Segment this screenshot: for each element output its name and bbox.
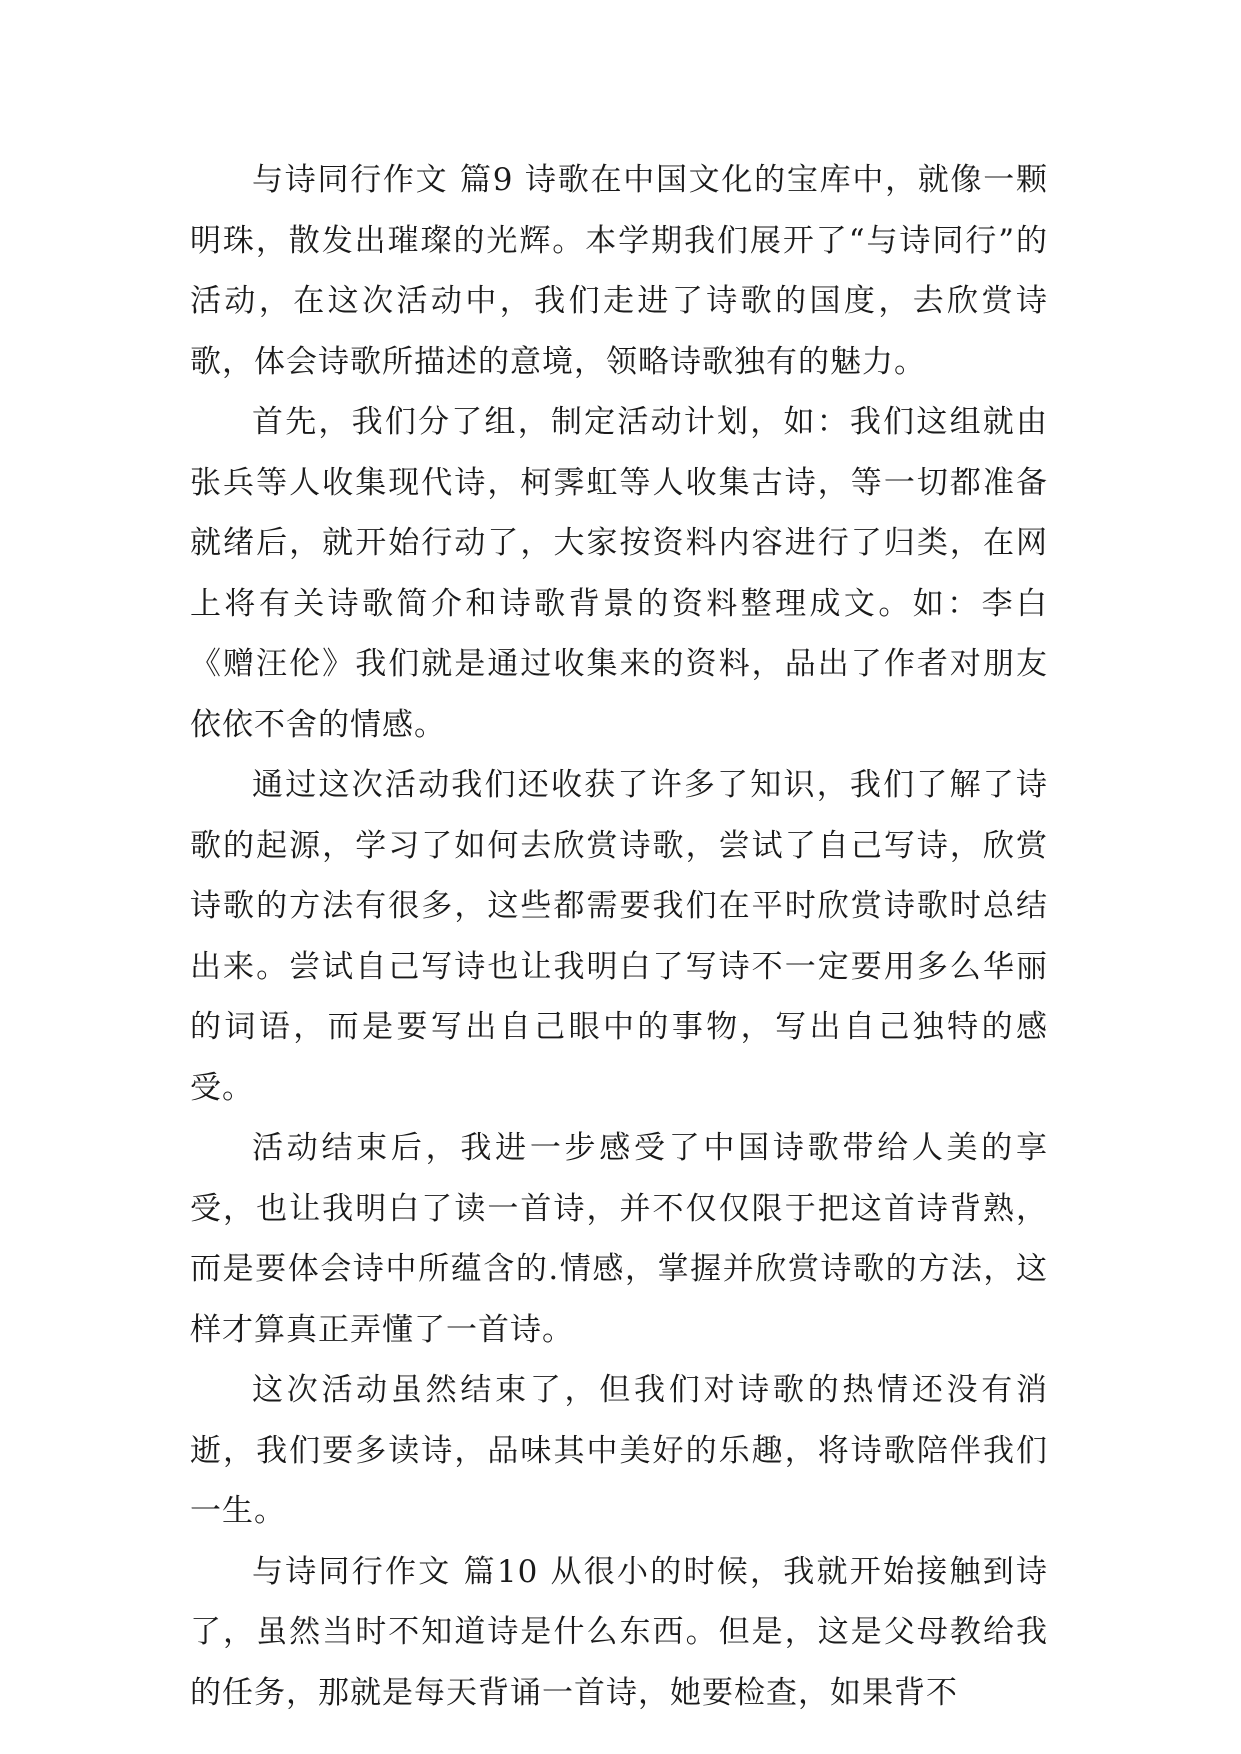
paragraph-after-activity: 活动结束后，我进一步感受了中国诗歌带给人美的享受，也让我明白了读一首诗，并不仅仅限于把这首诗背熟，而是要体会诗中所蕴含的.情感，掌握并欣赏诗歌的方法，这样才算真正弄懂了一首诗。 xyxy=(190,1130,1048,1348)
document-body xyxy=(190,150,1048,1723)
paragraph-essay-9-intro: 与诗同行作文 篇9 诗歌在中国文化的宝库中，就像一颗明珠，散发出璀璨的光辉。本学期我们展开了“与诗同行”的活动，在这次活动中，我们走进了诗歌的国度，去欣赏诗歌，体会诗歌所描述的意境，领略诗歌独有的魅力。 xyxy=(190,162,1048,380)
paragraph-grouping: 首先，我们分了组，制定活动计划，如：我们这组就由张兵等人收集现代诗，柯霁虹等人收集古诗，等一切都准备就绪后，就开始行动了，大家按资料内容进行了归类，在网上将有关诗歌简介和诗歌背景的资料整理成文。如：李白《赠汪伦》我们就是通过收集来的资料，品出了作者对朋友依依不舍的情感。 xyxy=(190,404,1048,743)
paragraph-essay-10-intro: 与诗同行作文 篇10 从很小的时候，我就开始接触到诗了，虽然当时不知道诗是什么东西。但是，这是父母教给我的任务，那就是每天背诵一首诗，她要检查，如果背不 xyxy=(190,1553,1048,1711)
paragraph-knowledge: 通过这次活动我们还收获了许多了知识，我们了解了诗歌的起源，学习了如何去欣赏诗歌，尝试了自己写诗，欣赏诗歌的方法有很多，这些都需要我们在平时欣赏诗歌时总结出来。尝试自己写诗也让我明白了写诗不一定要用多么华丽的词语，而是要写出自己眼中的事物，写出自己独特的感受。 xyxy=(190,767,1048,1106)
paragraph-conclusion: 这次活动虽然结束了，但我们对诗歌的热情还没有消逝，我们要多读诗，品味其中美好的乐趣，将诗歌陪伴我们一生。 xyxy=(190,1372,1048,1529)
